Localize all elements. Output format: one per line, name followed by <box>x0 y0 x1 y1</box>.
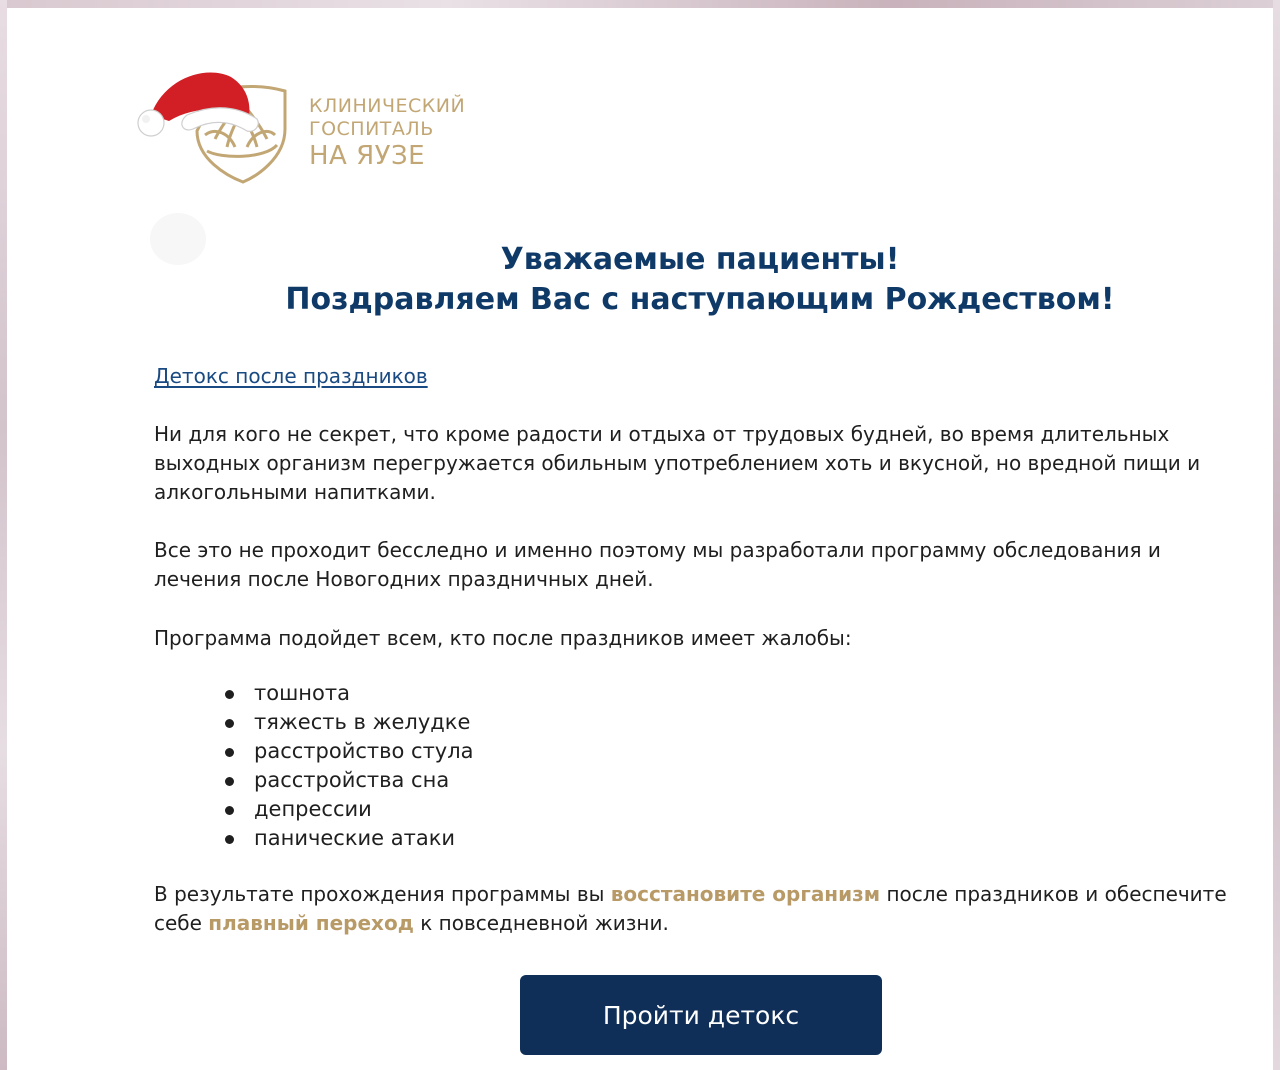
result-text-1: В результате прохождения программы вы <box>154 882 611 906</box>
list-item: панические атаки <box>224 824 474 853</box>
start-detox-button[interactable]: Пройти детокс <box>520 975 882 1055</box>
window-frame-top <box>0 0 1280 8</box>
greeting-heading <box>150 240 1250 320</box>
greeting-line-1: Уважаемые пациенты! <box>500 242 900 277</box>
symptoms-list <box>224 679 474 853</box>
program-paragraph: Все это не проходит бесследно и именно поэтому мы разработали программу обследования и лечения после Новогодних праздничных дней. <box>154 538 1161 591</box>
lotus-shield-logo-icon <box>135 55 305 185</box>
list-item: тяжесть в желудке <box>224 708 474 737</box>
brand-line-2: ГОСПИТАЛЬ <box>309 118 434 140</box>
list-item: тошнота <box>224 679 474 708</box>
result-text-3: к повседневной жизни. <box>413 911 669 935</box>
intro-paragraph: Ни для кого не секрет, что кроме радости и отдыха от трудовых будней, во время длительных выходных организм перегружается обильным употреблением хоть и вкусной, но вредной пищи и алкогольными напитками. <box>154 422 1201 504</box>
brand-wordmark <box>309 95 465 171</box>
window-frame-left <box>0 0 7 1070</box>
result-highlight-2: плавный переход <box>208 911 414 935</box>
santa-hat-icon <box>138 73 258 136</box>
result-paragraph <box>154 880 1244 938</box>
window-frame-right <box>1273 0 1280 1070</box>
list-item: расстройства сна <box>224 766 474 795</box>
result-highlight-1: восстановите организм <box>610 882 881 906</box>
complaints-paragraph: Программа подойдет всем, кто после праздников имеет жалобы: <box>154 626 852 650</box>
greeting-line-2: Поздравляем Вас с наступающим Рождеством! <box>285 282 1115 317</box>
hospital-logo[interactable] <box>135 55 495 185</box>
list-item: депрессии <box>224 795 474 824</box>
brand-line-1: КЛИНИЧЕСКИЙ <box>309 95 466 117</box>
detox-article-link[interactable]: Детокс после праздников <box>154 364 428 388</box>
list-item: расстройство стула <box>224 737 474 766</box>
brand-line-3: НА ЯУЗЕ <box>309 141 426 171</box>
result-text-2: после праздников и обеспечите себе <box>154 882 1227 935</box>
